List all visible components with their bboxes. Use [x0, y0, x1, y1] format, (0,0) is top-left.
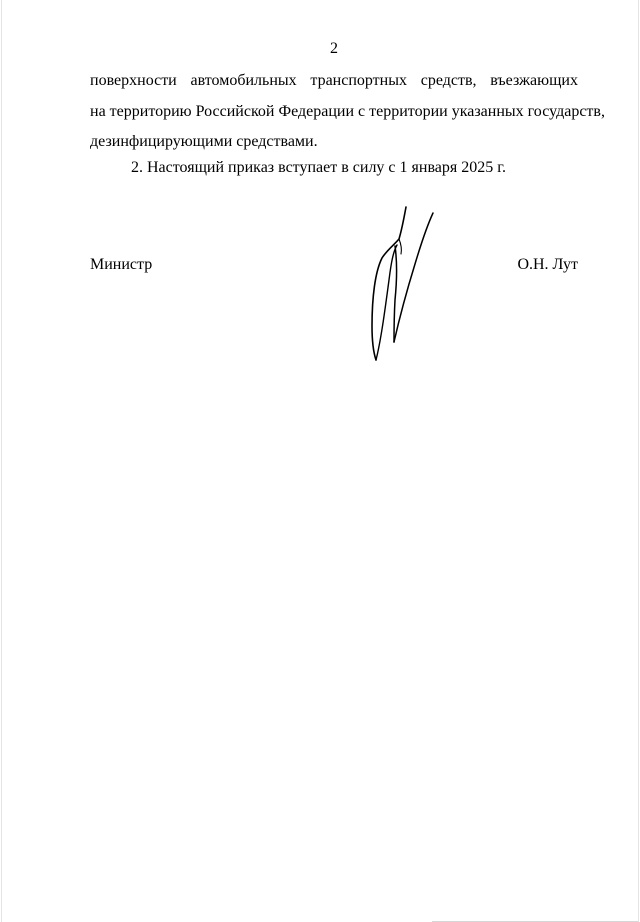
- page-number: 2: [330, 40, 338, 57]
- scan-edge-left: [1, 0, 2, 922]
- word: средств,: [420, 72, 477, 89]
- paragraph-2: 2. Настоящий приказ вступает в силу с 1 января 2025 г.: [131, 159, 507, 176]
- paragraph-1-line-3: дезинфицирующими средствами.: [90, 133, 318, 150]
- signatory-name: О.Н. Лут: [517, 256, 578, 273]
- scan-edge-right: [638, 0, 639, 922]
- paragraph-1-line-2: на территорию Российской Федерации с территории указанных государств,: [90, 103, 605, 120]
- signatory-title: Министр: [90, 256, 153, 273]
- word: автомобильных: [190, 72, 297, 89]
- paragraph-1-line-1: [90, 71, 578, 91]
- word: въезжающих: [490, 72, 578, 89]
- handwritten-signature: [355, 200, 450, 365]
- word: транспортных: [310, 72, 407, 89]
- word: поверхности: [90, 72, 177, 89]
